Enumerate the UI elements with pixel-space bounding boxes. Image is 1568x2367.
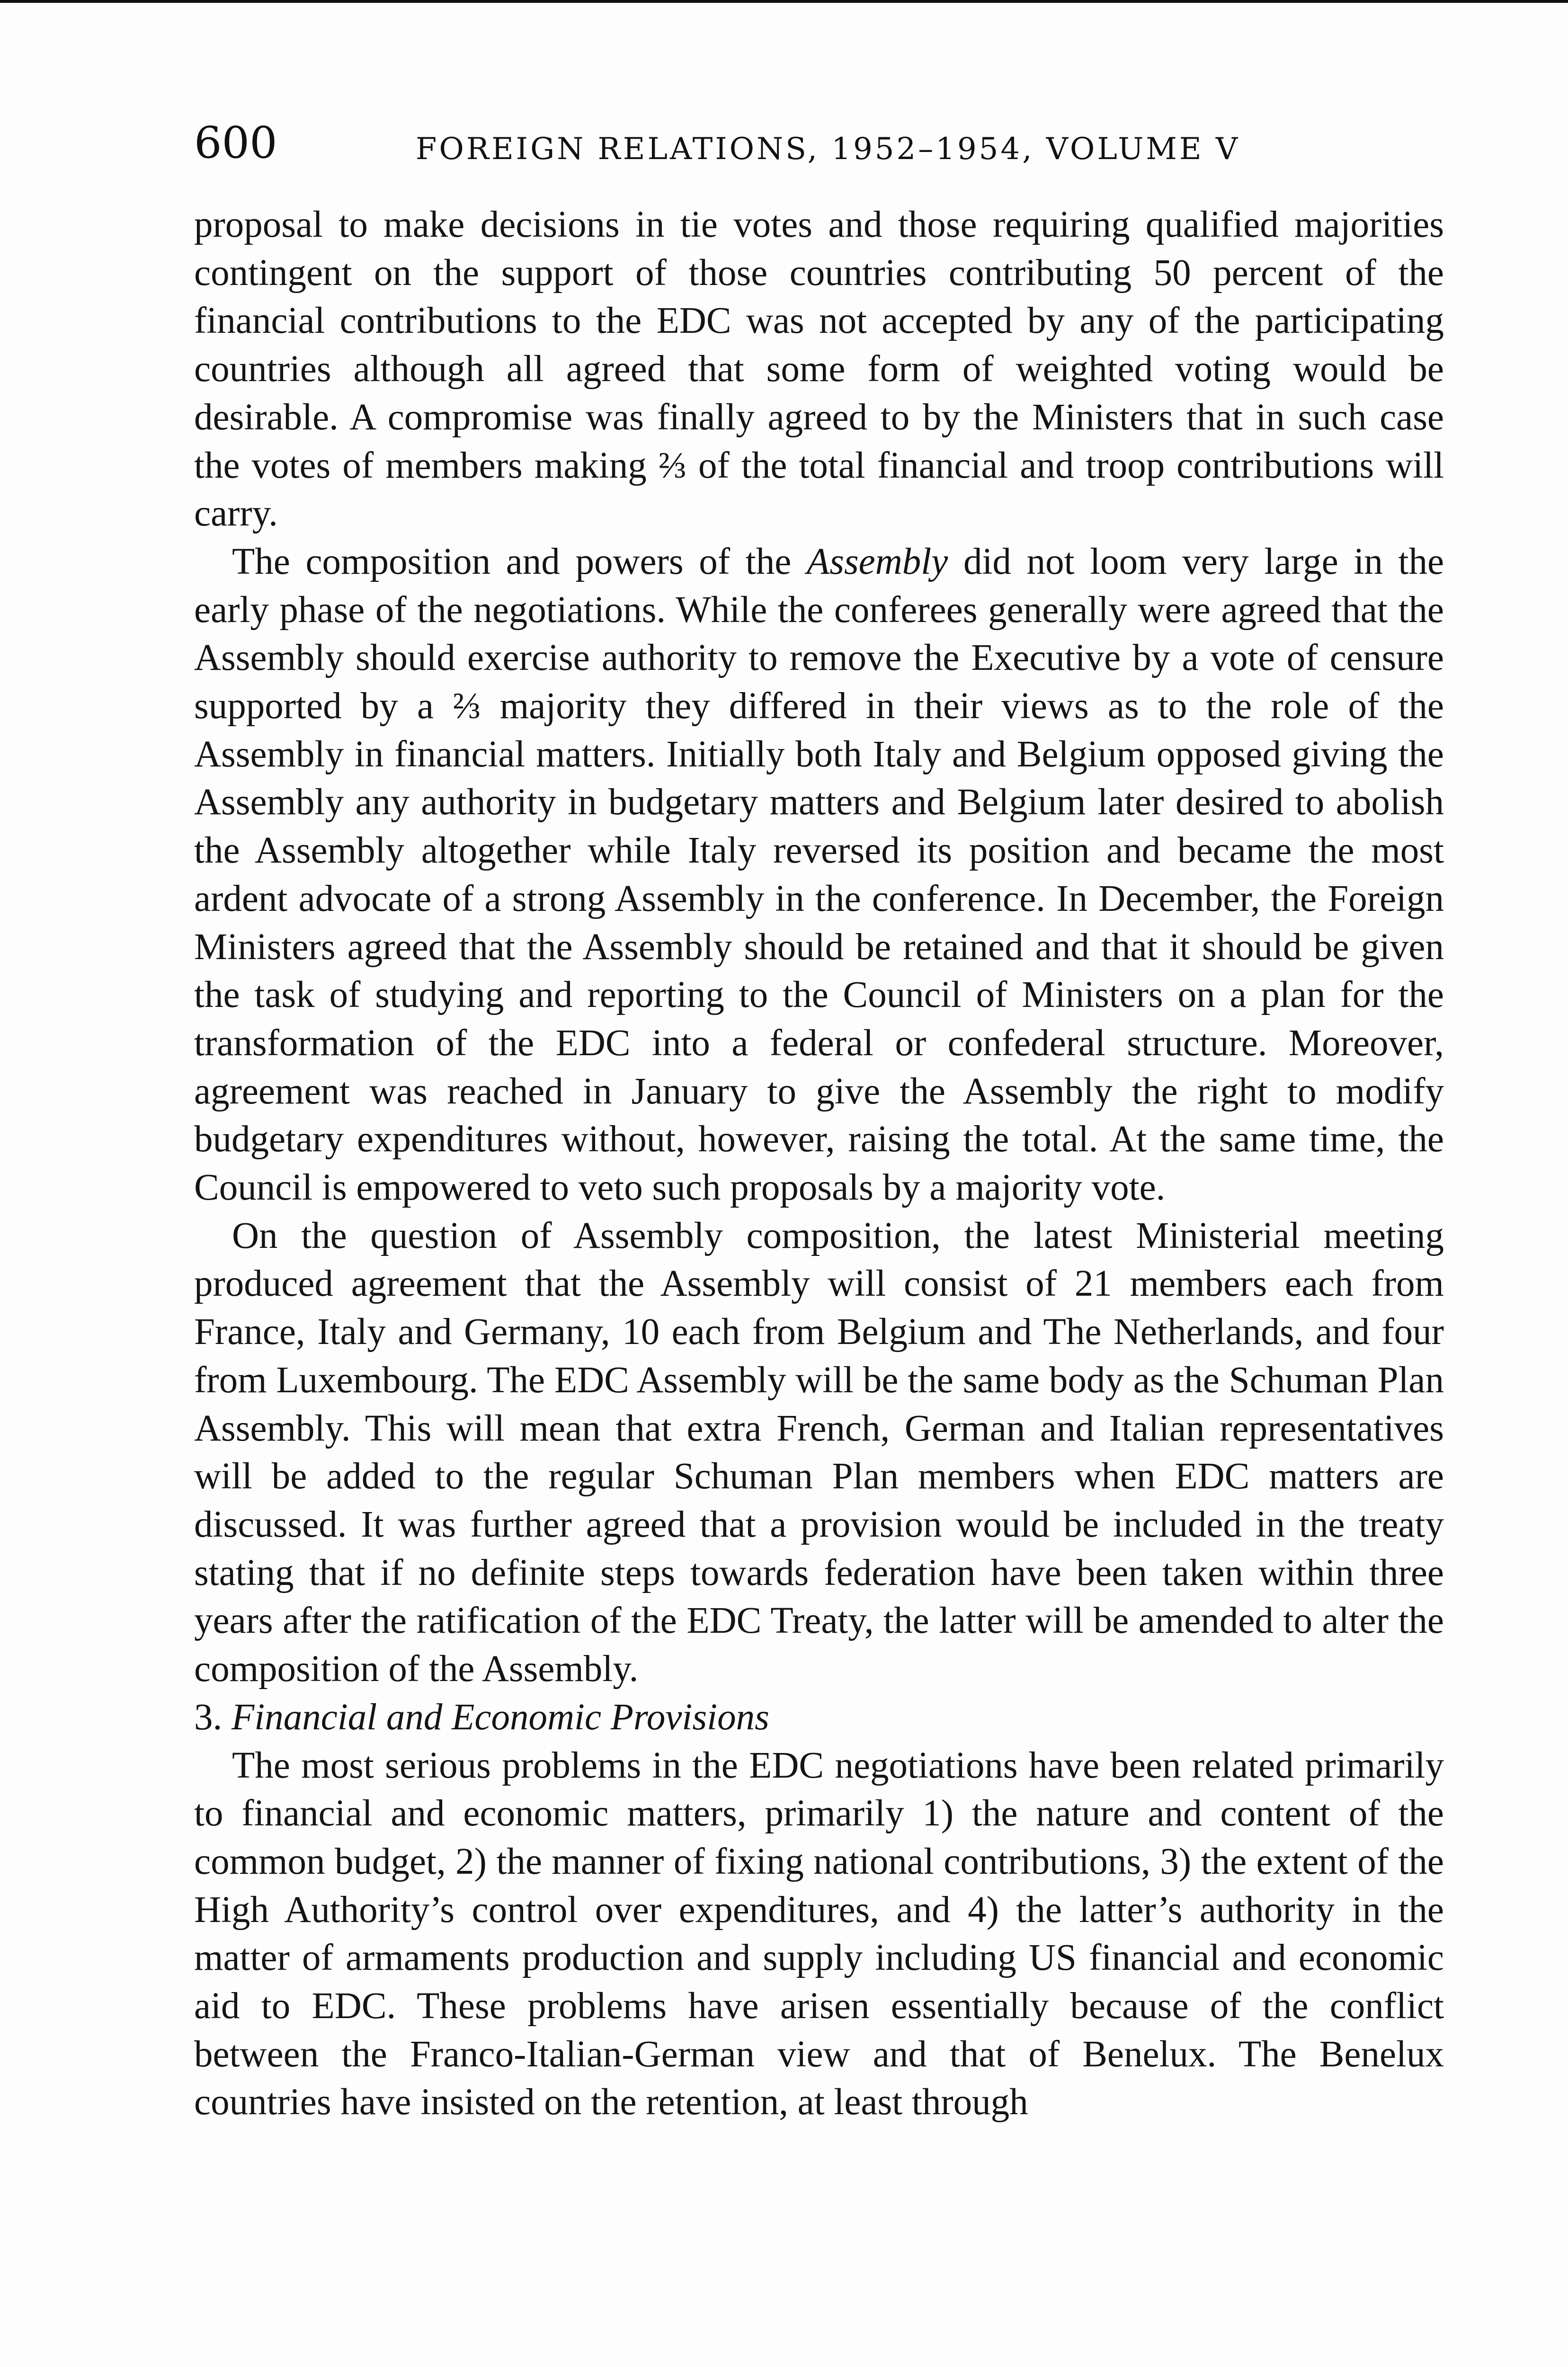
paragraph-assembly-powers (194, 538, 1444, 1212)
assembly-term: Assembly (806, 541, 948, 582)
running-head (194, 108, 1425, 179)
section-number: 3. (194, 1696, 223, 1738)
assembly-intro-text: The composition and powers of the (232, 541, 792, 582)
assembly-rest-text: did not loom very large in the early phase of the negotiations. While the conferees generally were agreed that the Assembly should exercise authority to remove the Executive by a vote of censure supported by a ⅔ majority they differed in their views as to the role of the Assembly in financial matters. Initially both Italy and Belgium opposed giving the Assembly any authority in budgetary matters and Belgium later desired to abolish the Assembly altogether while Italy reversed its position and became the most ardent advocate of a strong Assembly in the conference. In December, the Foreign Ministers agreed that the Assembly should be retained and that it should be given the task of studying and reporting to the Council of Ministers on a plan for the transformation of the EDC into a federal or confederal structure. Moreover, agreement was reached in January to give the Assembly the right to modify budgetary expenditures without, however, raising the total. At the same time, the Council is empowered to veto such proposals by a majority vote. (194, 541, 1444, 1209)
section-title: Financial and Economic Provisions (232, 1696, 769, 1738)
paragraph-weighted-voting: proposal to make decisions in tie votes and those requiring qualified majorities contingent on the support of those countries contributing 50 percent of the financial contributions to the EDC was not accepted by any of the participating countries although all agreed that some form of weighted voting would be desirable. A compromise was finally agreed to by the Ministers that in such case the votes of members making ⅔ of the total financial and troop contributions will carry. (194, 204, 1444, 534)
page-number: 600 (194, 117, 277, 168)
paragraph-assembly-composition: On the question of Assembly composition, the latest Ministerial meeting produced agreement that the Assembly will consist of 21 members each from France, Italy and Germany, 10 each from Belgium and The Netherlands, and four from Luxembourg. The EDC Assembly will be the same body as the Schuman Plan Assembly. This will mean that extra French, German and Italian representatives will be added to the regular Schuman Plan members when EDC matters are discussed. It was further agreed that a provision would be included in the treaty stating that if no definite steps towards federation have been taken within three years after the ratification of the EDC Treaty, the latter will be amended to alter the composition of the Assembly. (194, 1215, 1444, 1690)
running-title: FOREIGN RELATIONS, 1952–1954, VOLUME V (416, 132, 1240, 167)
paragraph-financial-provisions: The most serious problems in the EDC negotiations have been related primarily to financial and economic matters, primarily 1) the nature and content of the common budget, 2) the manner of fixing national contributions, 3) the extent of the High Authority’s control over expenditures, and 4) the latter’s authority in the matter of armaments production and supply including US financial and economic aid to EDC. These problems have arisen essentially because of the conflict between the Franco-Italian-German view and that of Benelux. The Benelux countries have insisted on the retention, at least through (194, 1744, 1444, 2123)
body-text (194, 201, 1444, 2127)
section-heading (194, 1693, 1444, 1742)
